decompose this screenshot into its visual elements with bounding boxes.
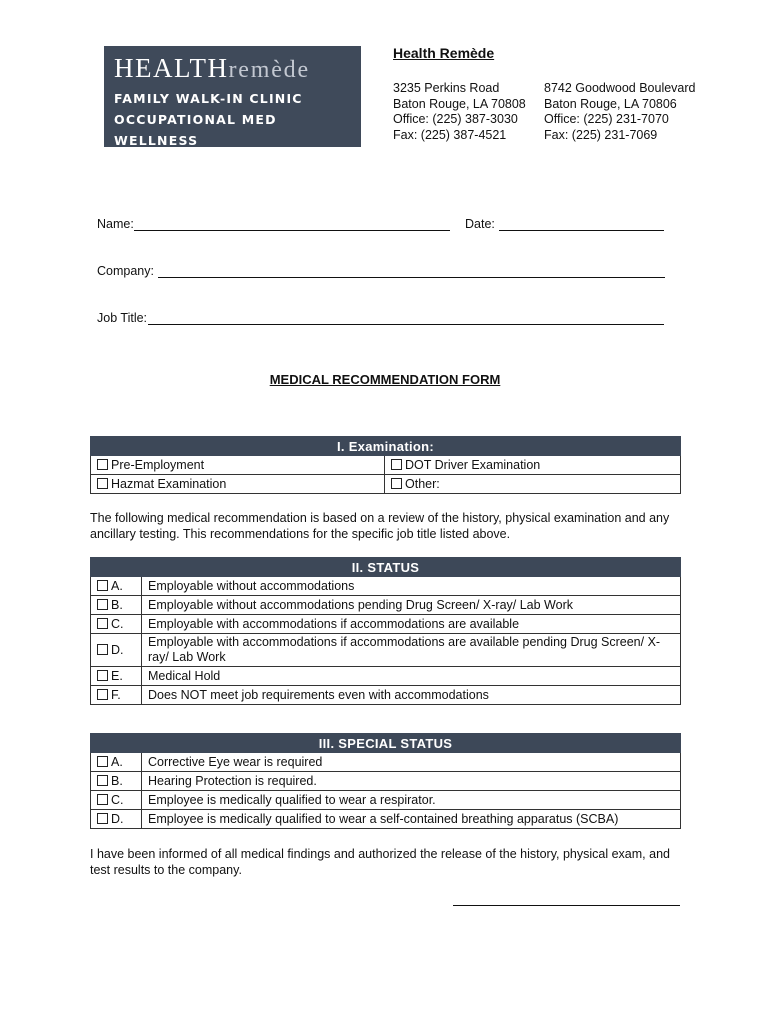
name-field[interactable] bbox=[134, 230, 450, 231]
checkbox-icon[interactable] bbox=[97, 599, 108, 610]
clinic-logo bbox=[104, 46, 361, 147]
exam-option-hazmat[interactable]: Hazmat Examination bbox=[91, 475, 385, 494]
form-title: MEDICAL RECOMMENDATION FORM bbox=[269, 372, 501, 387]
org-name: Health Remède bbox=[393, 45, 495, 61]
special-checkbox-b[interactable]: B. bbox=[91, 772, 142, 791]
checkbox-icon[interactable] bbox=[97, 478, 108, 489]
table-row bbox=[91, 810, 681, 829]
table-row bbox=[91, 667, 681, 686]
checkbox-icon[interactable] bbox=[97, 689, 108, 700]
checkbox-icon[interactable] bbox=[97, 644, 108, 655]
address-office-phone: Office: (225) 231-7070 bbox=[544, 112, 669, 127]
status-text: Does NOT meet job requirements even with accommodations bbox=[142, 686, 681, 705]
checkbox-icon[interactable] bbox=[391, 459, 402, 470]
date-field[interactable] bbox=[499, 230, 664, 231]
exam-option-pre-employment[interactable]: Pre-Employment bbox=[91, 456, 385, 475]
status-checkbox-e[interactable]: E. bbox=[91, 667, 142, 686]
special-checkbox-d[interactable]: D. bbox=[91, 810, 142, 829]
table-row bbox=[91, 596, 681, 615]
address-city: Baton Rouge, LA 70806 bbox=[544, 96, 677, 111]
special-status-text: Employee is medically qualified to wear a respirator. bbox=[142, 791, 681, 810]
status-table bbox=[90, 557, 681, 705]
status-text: Employable without accommodations bbox=[142, 577, 681, 596]
date-label: Date: bbox=[465, 217, 495, 231]
checkbox-icon[interactable] bbox=[97, 775, 108, 786]
logo-line-3: WELLNESS bbox=[114, 133, 199, 148]
address-goodwood bbox=[544, 81, 696, 143]
checkbox-icon[interactable] bbox=[97, 670, 108, 681]
status-text: Employable with accommodations if accommodations are available bbox=[142, 615, 681, 634]
company-field[interactable] bbox=[158, 277, 665, 278]
examination-heading: I. Examination: bbox=[91, 437, 681, 456]
logo-line-1: FAMILY WALK-IN CLINIC bbox=[114, 91, 303, 106]
job-title-label: Job Title: bbox=[97, 311, 148, 325]
address-street: 3235 Perkins Road bbox=[393, 81, 500, 95]
status-checkbox-a[interactable]: A. bbox=[91, 577, 142, 596]
table-row bbox=[91, 634, 681, 667]
special-status-text: Hearing Protection is required. bbox=[142, 772, 681, 791]
company-label: Company: bbox=[97, 264, 154, 278]
status-text: Employable with accommodations if accommodations are available pending Drug Screen/ X-ray/ Lab Work bbox=[142, 634, 681, 667]
status-checkbox-d[interactable]: D. bbox=[91, 634, 142, 667]
signature-line[interactable] bbox=[453, 905, 680, 906]
name-label: Name: bbox=[97, 217, 134, 231]
address-city: Baton Rouge, LA 70808 bbox=[393, 96, 526, 111]
intro-paragraph: The following medical recommendation is based on a review of the history, physical examination and any ancillary testing. This recommendations for the specific job title listed above. bbox=[90, 511, 670, 541]
special-status-text: Employee is medically qualified to wear a self-contained breathing apparatus (SCBA) bbox=[142, 810, 681, 829]
address-fax: Fax: (225) 387-4521 bbox=[393, 127, 507, 142]
table-row bbox=[91, 772, 681, 791]
exam-option-dot-driver[interactable]: DOT Driver Examination bbox=[385, 456, 681, 475]
address-fax: Fax: (225) 231-7069 bbox=[544, 127, 658, 142]
examination-table bbox=[90, 436, 681, 494]
table-row bbox=[91, 791, 681, 810]
logo-line-2: OCCUPATIONAL MED bbox=[114, 112, 277, 127]
table-row bbox=[91, 615, 681, 634]
status-heading: II. STATUS bbox=[91, 558, 681, 577]
consent-paragraph: I have been informed of all medical findings and authorized the release of the history, physical exam, and test results to the company. bbox=[90, 847, 670, 877]
checkbox-icon[interactable] bbox=[97, 813, 108, 824]
table-row bbox=[91, 577, 681, 596]
special-checkbox-a[interactable]: A. bbox=[91, 753, 142, 772]
special-status-text: Corrective Eye wear is required bbox=[142, 753, 681, 772]
status-text: Medical Hold bbox=[142, 667, 681, 686]
checkbox-icon[interactable] bbox=[97, 794, 108, 805]
status-checkbox-b[interactable]: B. bbox=[91, 596, 142, 615]
address-perkins bbox=[393, 81, 526, 143]
special-status-heading: III. SPECIAL STATUS bbox=[91, 734, 681, 753]
special-status-table bbox=[90, 733, 681, 829]
status-checkbox-f[interactable]: F. bbox=[91, 686, 142, 705]
status-checkbox-c[interactable]: C. bbox=[91, 615, 142, 634]
table-row bbox=[91, 686, 681, 705]
checkbox-icon[interactable] bbox=[97, 459, 108, 470]
address-street: 8742 Goodwood Boulevard bbox=[544, 81, 696, 95]
checkbox-icon[interactable] bbox=[97, 580, 108, 591]
checkbox-icon[interactable] bbox=[97, 756, 108, 767]
checkbox-icon[interactable] bbox=[97, 618, 108, 629]
status-text: Employable without accommodations pending Drug Screen/ X-ray/ Lab Work bbox=[142, 596, 681, 615]
table-row bbox=[91, 753, 681, 772]
checkbox-icon[interactable] bbox=[391, 478, 402, 489]
job-title-field[interactable] bbox=[148, 324, 664, 325]
exam-option-other[interactable]: Other: bbox=[385, 475, 681, 494]
logo-wordmark: HEALTHremède bbox=[114, 53, 310, 83]
special-checkbox-c[interactable]: C. bbox=[91, 791, 142, 810]
address-office-phone: Office: (225) 387-3030 bbox=[393, 112, 518, 127]
